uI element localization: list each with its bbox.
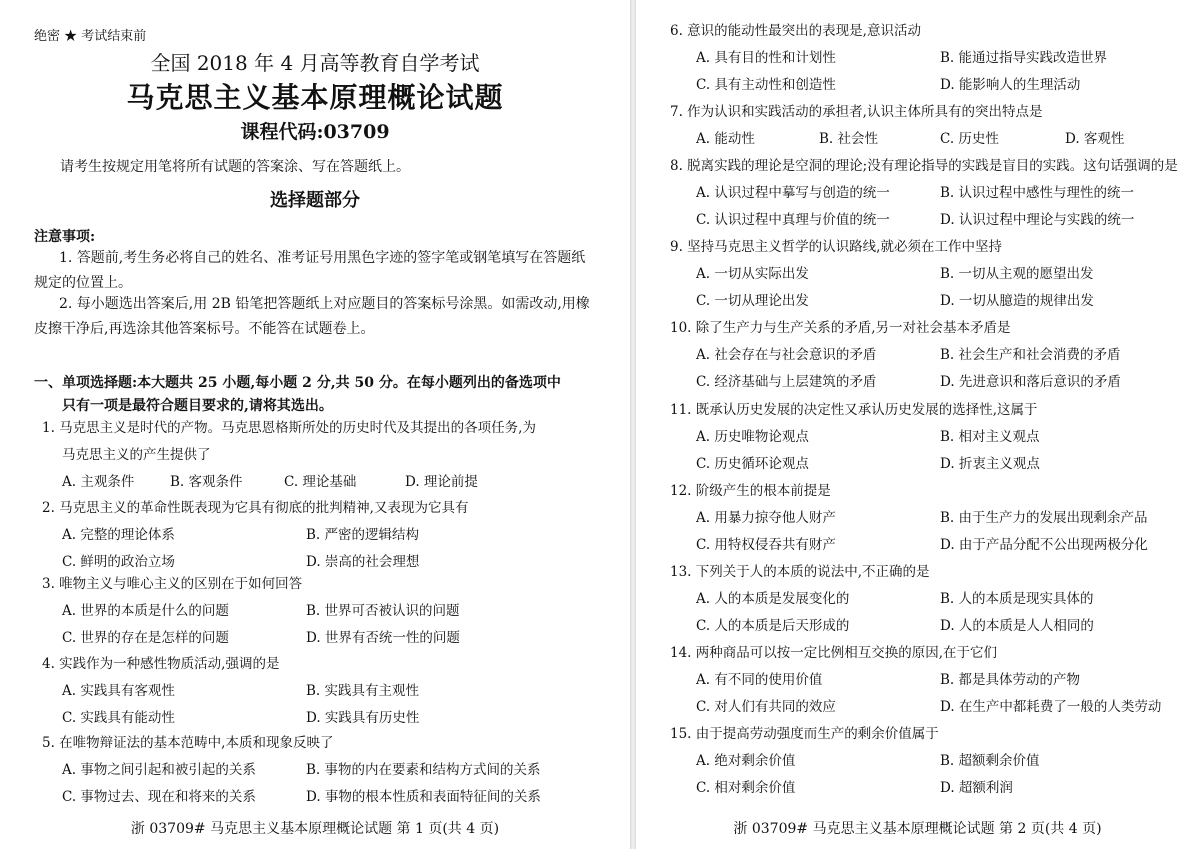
answer-option: B. 严密的逻辑结构 <box>306 527 420 543</box>
option-row <box>696 532 1148 559</box>
answer-option: C. 对人们有共同的效应 <box>696 699 836 715</box>
answer-option: D. 实践具有历史性 <box>306 710 420 726</box>
question-page2-4 <box>670 234 1094 315</box>
answer-option: B. 能通过指导实践改造世界 <box>940 50 1108 66</box>
question-page1-2 <box>42 495 468 576</box>
question-stem: 4. 实践作为一种感性物质活动,强调的是 <box>42 656 280 672</box>
answer-option: A. 世界的本质是什么的问题 <box>62 603 229 619</box>
answer-option: D. 事物的根本性质和表面特征间的关系 <box>306 789 541 805</box>
option-row <box>696 288 1094 315</box>
question-stem: 11. 既承认历史发展的决定性又承认历史发展的选择性,这属于 <box>670 402 1038 418</box>
answer-option: C. 经济基础与上层建筑的矛盾 <box>696 374 877 390</box>
answer-option: B. 都是具体劳动的产物 <box>940 672 1081 688</box>
answer-option: D. 折衷主义观点 <box>940 456 1040 472</box>
question-stem: 3. 唯物主义与唯心主义的区别在于如何回答 <box>42 576 303 592</box>
answer-option: B. 认识过程中感性与理性的统一 <box>940 185 1135 201</box>
option-row <box>696 667 1081 694</box>
option-row <box>696 613 1094 640</box>
option-row <box>62 598 460 625</box>
question-stem: 6. 意识的能动性最突出的表现是,意识活动 <box>670 23 921 39</box>
question-page1-3 <box>42 571 460 652</box>
answer-option: D. 崇高的社会理想 <box>306 554 420 570</box>
option-row <box>696 451 1038 478</box>
question-page2-6 <box>670 397 1038 478</box>
answer-option: B. 超额剩余价值 <box>940 753 1040 769</box>
option-row <box>62 522 468 549</box>
answer-option: A. 能动性 <box>696 131 755 147</box>
answer-option: D. 先进意识和落后意识的矛盾 <box>940 374 1121 390</box>
answer-option: D. 超额利润 <box>940 780 1013 796</box>
answer-option: C. 历史循环论观点 <box>696 456 809 472</box>
question-page2-1 <box>670 18 1108 99</box>
question-page2-7 <box>670 478 1148 559</box>
option-row <box>696 207 1178 234</box>
answer-option: D. 世界有否统一性的问题 <box>306 630 460 646</box>
confidential-label: 绝密 ★ 考试结束前 <box>34 29 147 44</box>
answer-option: D. 理论前提 <box>405 474 478 490</box>
exam-page-2 <box>636 0 1199 849</box>
answer-option: D. 在生产中都耗费了一般的人类劳动 <box>940 699 1162 715</box>
question-page2-8 <box>670 559 1094 640</box>
option-row <box>62 469 536 496</box>
option-row <box>696 261 1094 288</box>
question-stem: 13. 下列关于人的本质的说法中,不正确的是 <box>670 564 930 580</box>
answer-option: B. 相对主义观点 <box>940 429 1040 445</box>
answer-option: C. 认识过程中真理与价值的统一 <box>696 212 890 228</box>
answer-instruction: 请考生按规定用笔将所有试题的答案涂、写在答题纸上。 <box>60 159 410 175</box>
question-stem: 1. 马克思主义是时代的产物。马克思恩格斯所处的历史时代及其提出的各项任务,为 <box>42 420 536 436</box>
option-row <box>696 775 1013 802</box>
answer-option: A. 社会存在与社会意识的矛盾 <box>696 347 877 363</box>
option-row <box>696 342 1121 369</box>
option-row <box>62 678 420 705</box>
question-stem: 9. 坚持马克思主义哲学的认识路线,就必须在工作中坚持 <box>670 239 1002 255</box>
answer-option: A. 绝对剩余价值 <box>696 753 796 769</box>
option-row <box>696 586 1094 613</box>
option-row <box>696 748 1040 775</box>
answer-option: A. 认识过程中摹写与创造的统一 <box>696 185 890 201</box>
option-row <box>62 625 460 652</box>
answer-option: C. 鲜明的政治立场 <box>62 554 175 570</box>
answer-option: D. 认识过程中理论与实践的统一 <box>940 212 1135 228</box>
option-row <box>696 424 1038 451</box>
question-page2-2 <box>670 99 1125 153</box>
notes-heading: 注意事项: <box>34 229 96 245</box>
answer-option: A. 历史唯物论观点 <box>696 429 809 445</box>
option-row <box>696 126 1125 153</box>
answer-option: C. 具有主动性和创造性 <box>696 77 836 93</box>
question-stem: 马克思主义的产生提供了 <box>62 447 211 463</box>
question-stem: 15. 由于提高劳动强度而生产的剩余价值属于 <box>670 726 939 742</box>
answer-option: C. 人的本质是后天形成的 <box>696 618 850 634</box>
answer-option: A. 用暴力掠夺他人财产 <box>696 510 836 526</box>
option-row <box>696 45 1108 72</box>
answer-option: A. 人的本质是发展变化的 <box>696 591 850 607</box>
answer-option: B. 社会性 <box>819 131 879 147</box>
question-page2-3 <box>670 153 1178 234</box>
option-row <box>696 505 1148 532</box>
answer-option: B. 由于生产力的发展出现剩余产品 <box>940 510 1148 526</box>
answer-option: B. 世界可否被认识的问题 <box>306 603 460 619</box>
question-stem: 5. 在唯物辩证法的基本范畴中,本质和现象反映了 <box>42 735 334 751</box>
answer-option: B. 一切从主观的愿望出发 <box>940 266 1094 282</box>
question-stem: 7. 作为认识和实践活动的承担者,认识主体所具有的突出特点是 <box>670 104 1043 120</box>
answer-option: A. 事物之间引起和被引起的关系 <box>62 762 256 778</box>
answer-option: D. 能影响人的生理活动 <box>940 77 1081 93</box>
option-row <box>62 757 541 784</box>
part-title: 选择题部分 <box>270 190 360 211</box>
answer-option: C. 事物过去、现在和将来的关系 <box>62 789 256 805</box>
answer-option: D. 一切从臆造的规律出发 <box>940 293 1094 309</box>
note-2: 2. 每小题选出答案后,用 2B 铅笔把答题纸上对应题目的答案标号涂黑。如需改动,用橡皮擦干净后,再选涂其他答案标号。不能答在试题卷上。 <box>34 296 590 337</box>
answer-option: B. 人的本质是现实具体的 <box>940 591 1094 607</box>
question-stem: 12. 阶级产生的根本前提是 <box>670 483 831 499</box>
answer-option: B. 社会生产和社会消费的矛盾 <box>940 347 1121 363</box>
question-page1-1 <box>42 415 536 496</box>
answer-option: C. 理论基础 <box>284 474 357 490</box>
question-page2-9 <box>670 640 1162 721</box>
option-row <box>696 72 1081 99</box>
answer-option: C. 相对剩余价值 <box>696 780 796 796</box>
answer-option: B. 客观条件 <box>170 474 243 490</box>
section-heading-line-2: 只有一项是最符合题目要求的,请将其选出。 <box>62 398 333 414</box>
answer-option: A. 有不同的使用价值 <box>696 672 823 688</box>
note-1: 1. 答题前,考生务必将自己的姓名、准考证号用黑色字迹的签字笔或钢笔填写在答题纸规定的位置上。 <box>34 250 586 291</box>
question-page2-10 <box>670 721 1040 802</box>
answer-option: A. 一切从实际出发 <box>696 266 809 282</box>
answer-option: C. 用特权侵吞共有财产 <box>696 537 836 553</box>
answer-option: A. 主观条件 <box>62 474 135 490</box>
option-row <box>696 180 1178 207</box>
question-page1-5 <box>42 730 541 811</box>
page-footer-2: 浙 03709# 马克思主义基本原理概论试题 第 2 页(共 4 页) <box>733 821 1102 837</box>
answer-option: A. 完整的理论体系 <box>62 527 175 543</box>
question-page2-5 <box>670 315 1121 396</box>
question-stem: 14. 两种商品可以按一定比例相互交换的原因,在于它们 <box>670 645 998 661</box>
section-heading <box>34 372 561 418</box>
answer-option: C. 一切从理论出发 <box>696 293 809 309</box>
page-footer-1: 浙 03709# 马克思主义基本原理概论试题 第 1 页(共 4 页) <box>130 821 500 837</box>
question-stem: 2. 马克思主义的革命性既表现为它具有彻底的批判精神,又表现为它具有 <box>42 500 469 516</box>
question-stem: 10. 除了生产力与生产关系的矛盾,另一对社会基本矛盾是 <box>670 320 1011 336</box>
option-row <box>62 705 420 732</box>
section-heading-line-1: 一、单项选择题:本大题共 25 小题,每小题 2 分,共 50 分。在每小题列出的备选项中 <box>34 375 561 391</box>
question-stem: 8. 脱离实践的理论是空洞的理论;没有理论指导的实践是盲目的实践。这句话强调的是 <box>670 158 1178 174</box>
answer-option: D. 人的本质是人人相同的 <box>940 618 1094 634</box>
subject-title: 马克思主义基本原理概论试题 <box>126 81 504 114</box>
course-code: 课程代码:03709 <box>240 121 390 143</box>
answer-option: A. 具有目的性和计划性 <box>696 50 836 66</box>
answer-option: C. 世界的存在是怎样的问题 <box>62 630 229 646</box>
answer-option: A. 实践具有客观性 <box>62 683 175 699</box>
answer-option: C. 历史性 <box>940 131 999 147</box>
answer-option: D. 由于产品分配不公出现两极分化 <box>940 537 1148 553</box>
exam-session-title: 全国 2018 年 4 月高等教育自学考试 <box>150 51 480 75</box>
answer-option: B. 实践具有主观性 <box>306 683 420 699</box>
option-row <box>696 369 1121 396</box>
answer-option: C. 实践具有能动性 <box>62 710 175 726</box>
option-row <box>696 694 1162 721</box>
answer-option: B. 事物的内在要素和结构方式间的关系 <box>306 762 541 778</box>
question-page1-4 <box>42 651 420 732</box>
option-row <box>62 784 541 811</box>
answer-option: D. 客观性 <box>1065 131 1125 147</box>
